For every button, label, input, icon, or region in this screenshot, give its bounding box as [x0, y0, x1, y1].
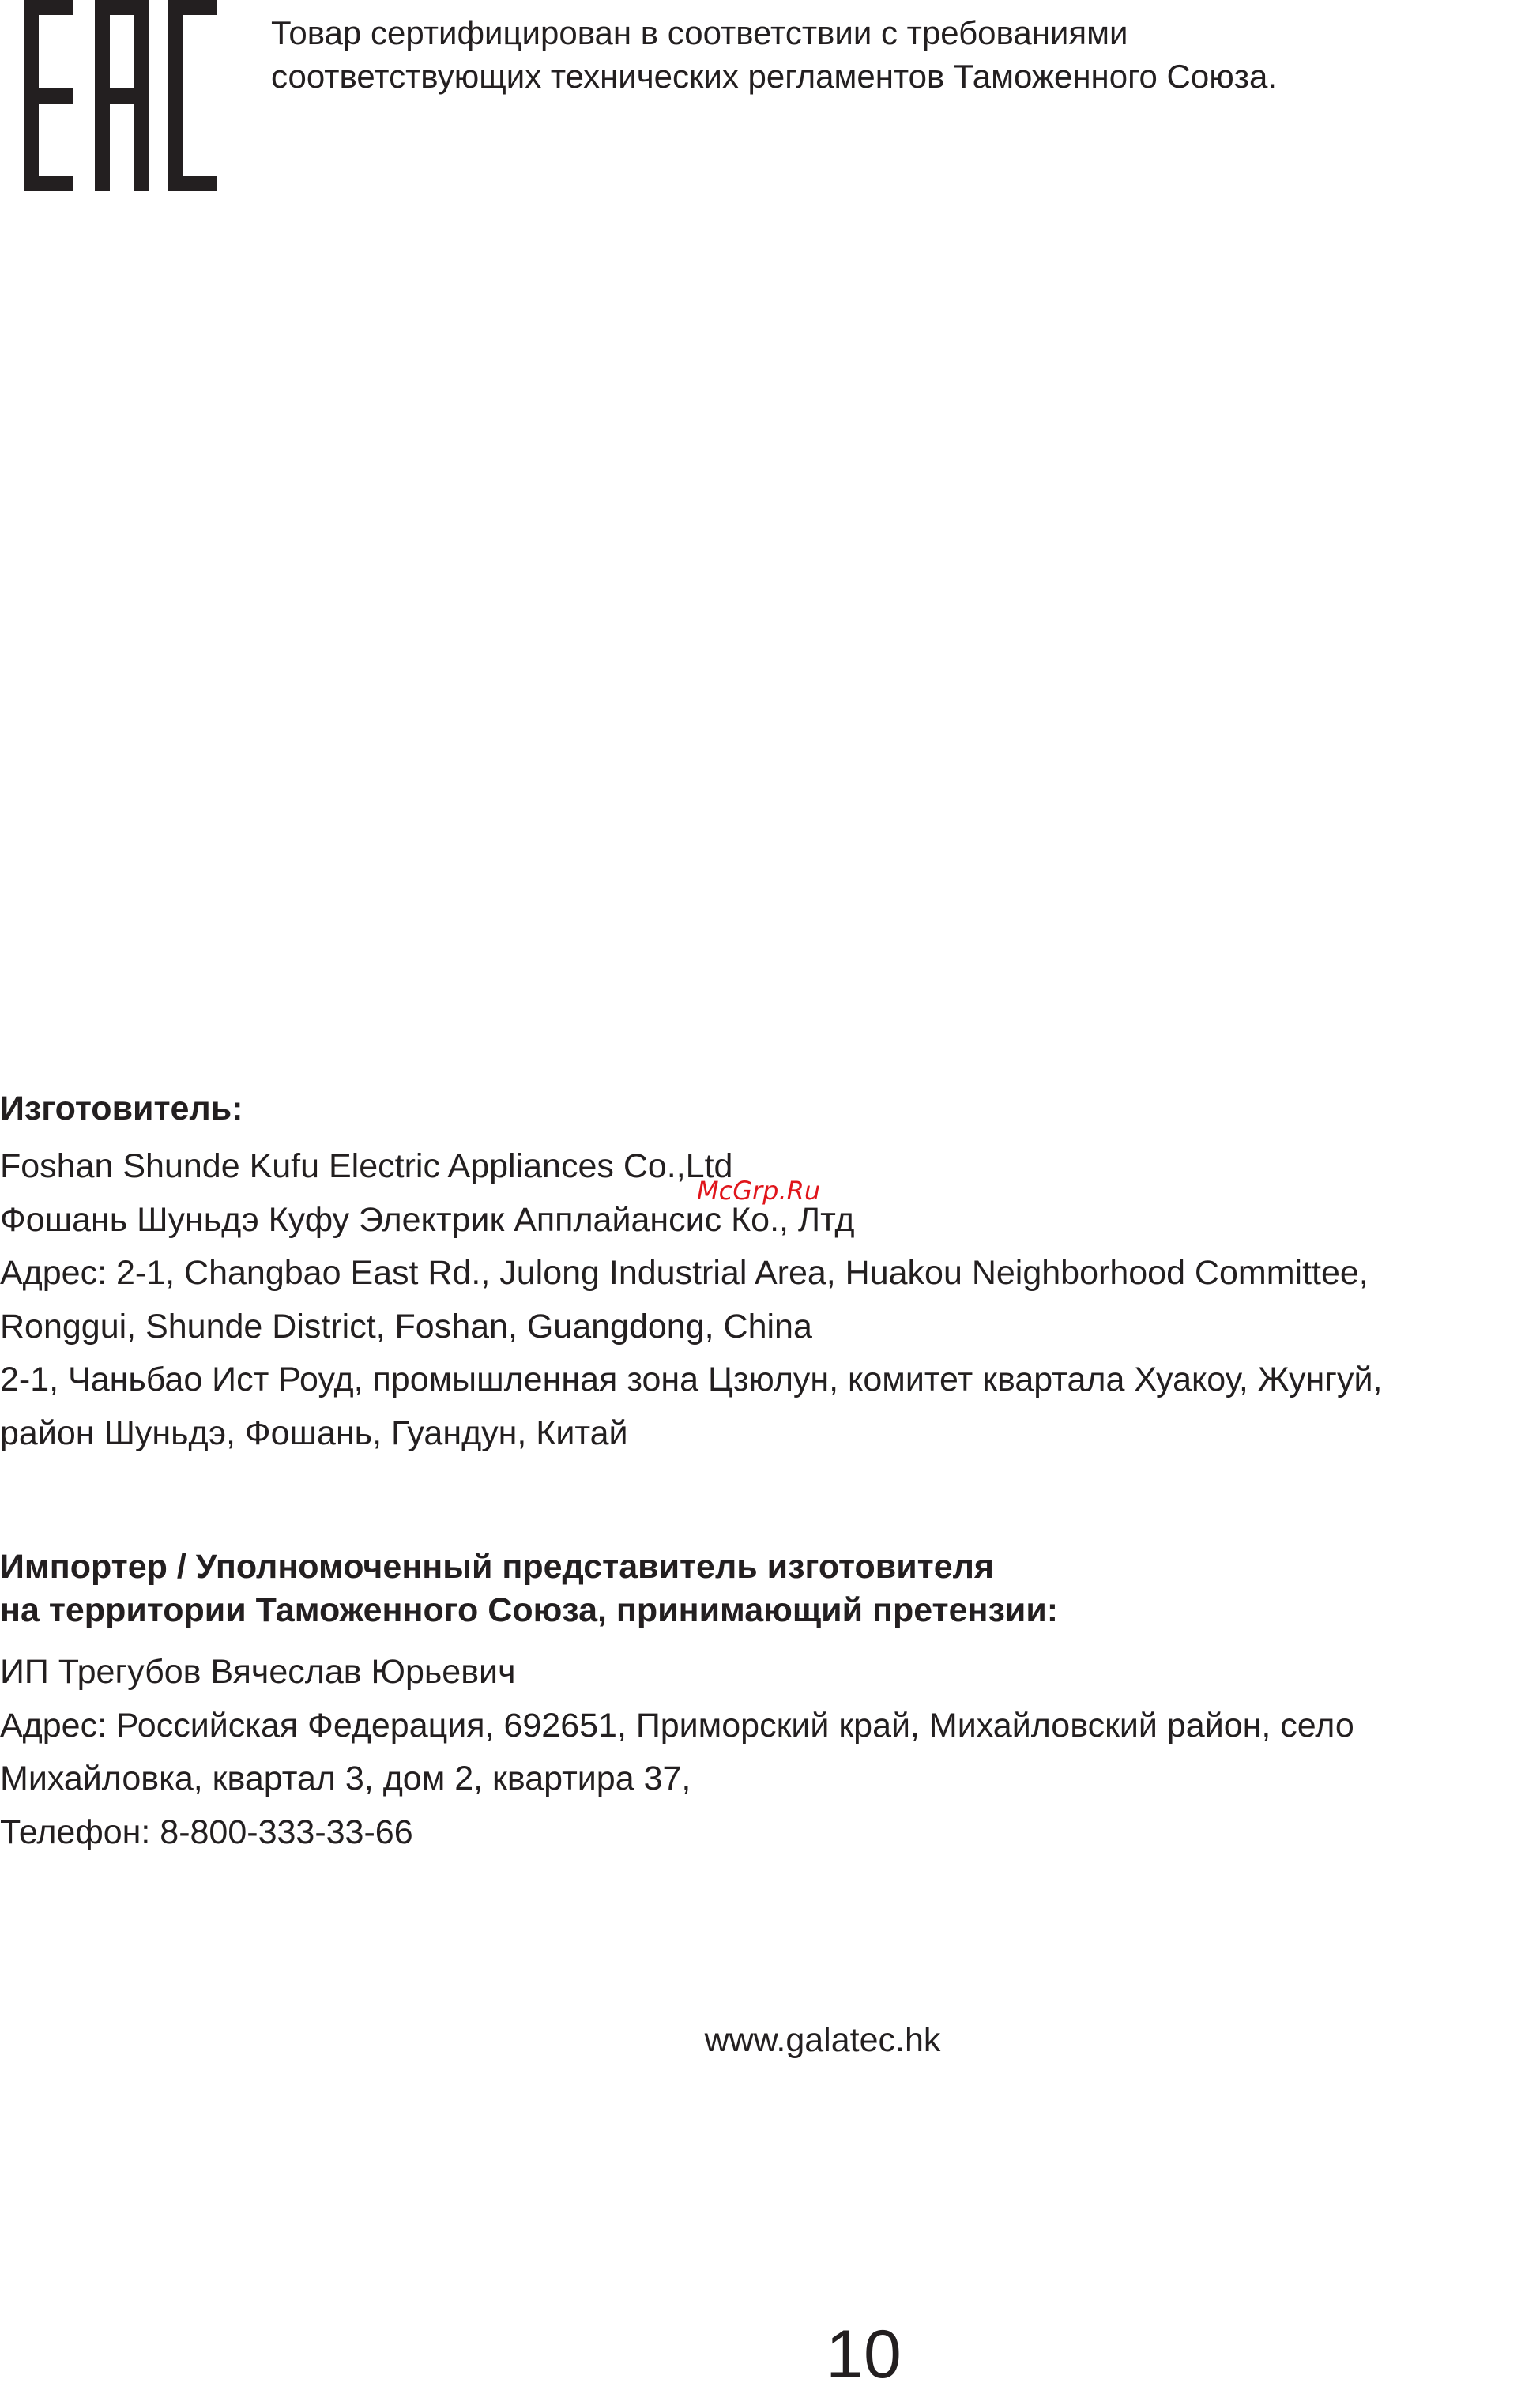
importer-heading-line: Импортер / Уполномоченный представитель изготовителя	[0, 1548, 995, 1586]
manufacturer-address-en: Адрес: 2-1, Changbao East Rd., Julong Industrial Area, Huakou Neighborhood Committee,	[0, 1254, 1369, 1292]
certification-line: Товар сертифицирован в соответствии с требованиями	[271, 14, 1128, 51]
certification-line: соответствующих технических регламентов Таможенного Союза.	[271, 58, 1277, 95]
importer-section	[0, 1545, 1540, 1859]
manufacturer-section	[0, 1087, 1540, 1460]
importer-name: ИП Трегубов Вячеслав Юрьевич	[0, 1653, 516, 1691]
importer-heading-line: на территории Таможенного Союза, принимающий претензии:	[0, 1591, 1059, 1629]
importer-heading	[0, 1545, 1540, 1632]
manufacturer-address-en-cont: Ronggui, Shunde District, Foshan, Guangdong, China	[0, 1307, 812, 1346]
website-link[interactable]: www.galatec.hk	[704, 2021, 941, 2059]
page-number: 10	[826, 2317, 902, 2392]
importer-phone: Телефон: 8-800-333-33-66	[0, 1812, 413, 1851]
manufacturer-name-ru: Фошань Шуньдэ Куфу Электрик Апплайансис Ко., Лтд	[0, 1200, 855, 1239]
watermark-text: McGrp.Ru	[697, 1176, 821, 1206]
manufacturer-heading: Изготовитель:	[0, 1090, 243, 1127]
importer-address-cont: Михайловка, квартал 3, дом 2, квартира 37,	[0, 1760, 691, 1797]
eac-logo	[24, 0, 217, 191]
manufacturer-address-ru-cont: район Шуньдэ, Фошань, Гуандун, Китай	[0, 1413, 628, 1452]
importer-address: Адрес: Российская Федерация, 692651, Приморский край, Михайловский район, село	[0, 1706, 1354, 1745]
manufacturer-name-en: Foshan Shunde Kufu Electric Appliances Co.,Ltd	[0, 1147, 733, 1185]
manufacturer-address-ru: 2-1, Чаньбао Ист Роуд, промышленная зона Цзюлун, комитет квартала Хуакоу, Жунгуй,	[0, 1361, 1383, 1398]
certification-statement	[271, 11, 1456, 98]
